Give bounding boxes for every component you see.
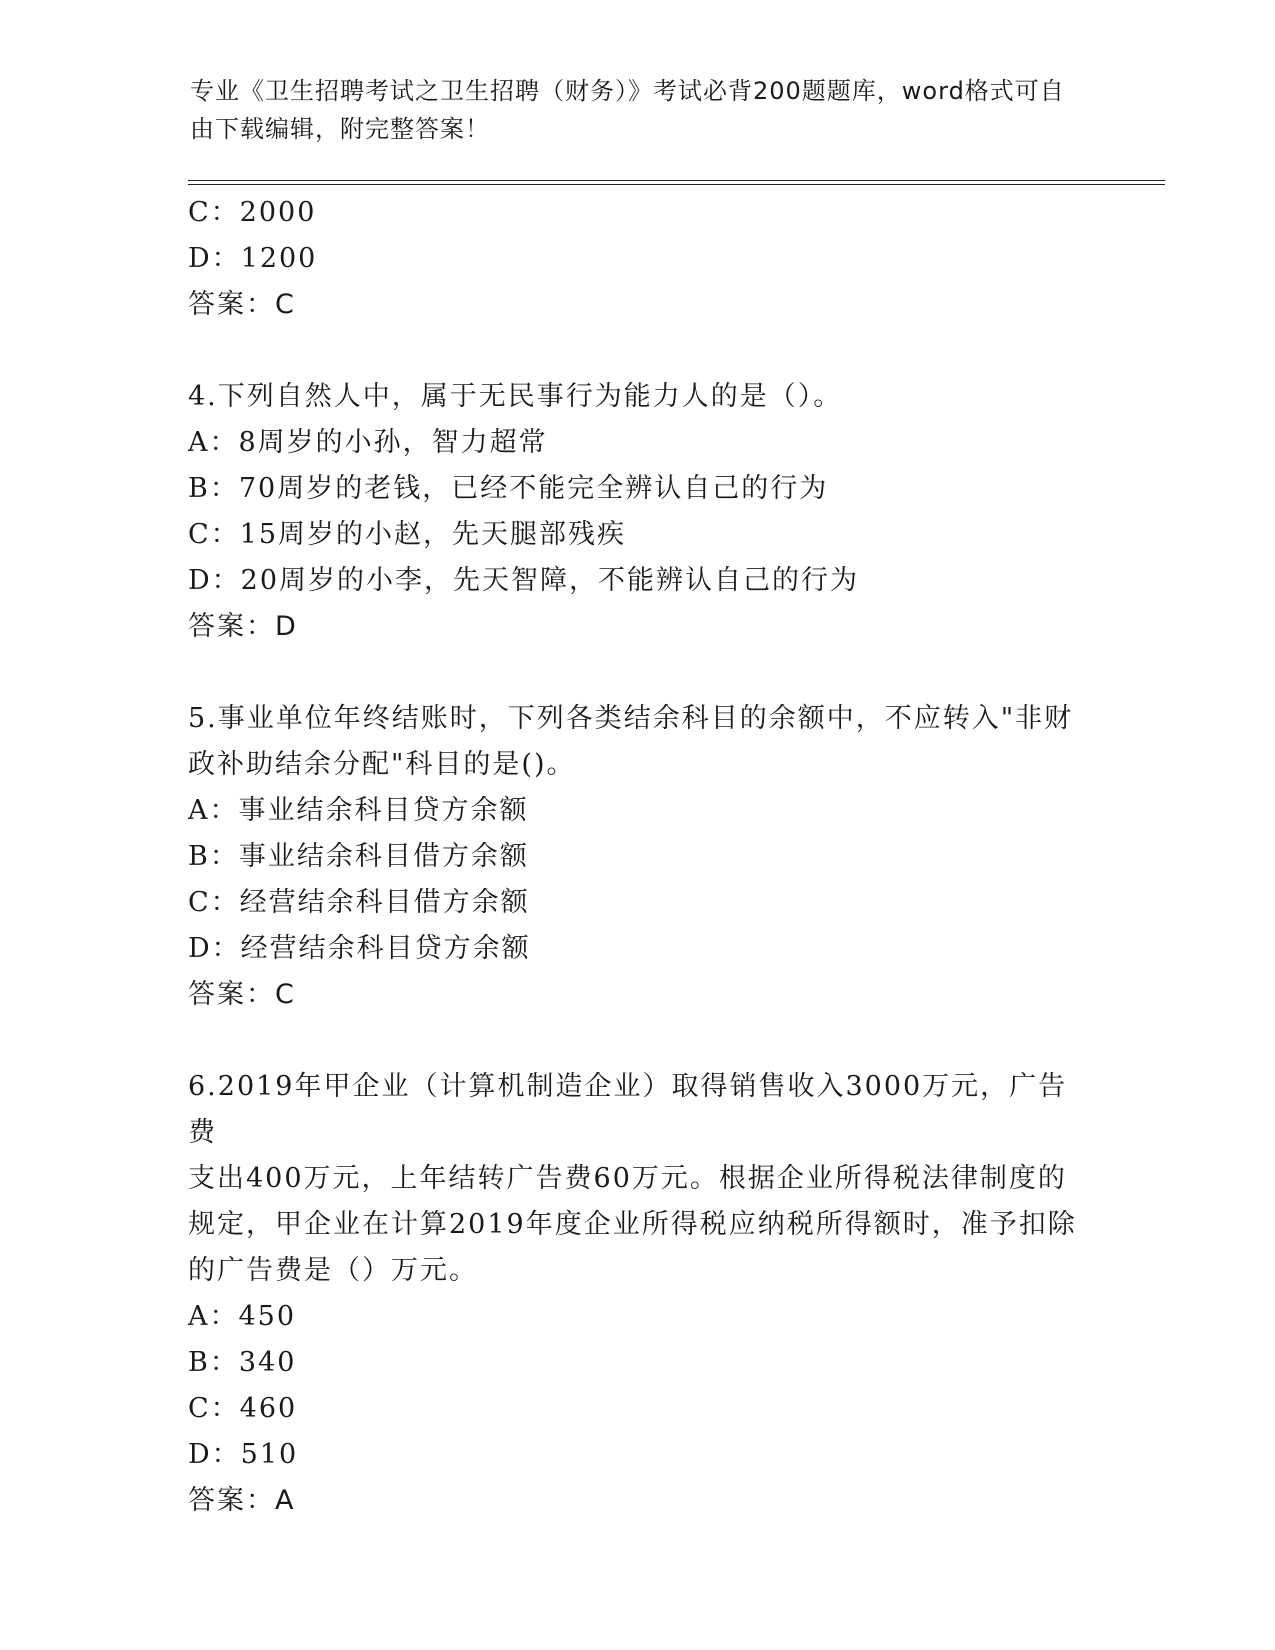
header-line-1: 专业《卫生招聘考试之卫生招聘（财务）》考试必背200题题库，word格式可自 <box>190 77 1065 105</box>
option-c: C：15周岁的小赵，先天腿部残疾 <box>188 519 627 550</box>
option-c: C：460 <box>188 1393 298 1424</box>
question-6 <box>188 1064 1088 1524</box>
option-b: B：340 <box>188 1347 297 1378</box>
spacer <box>188 650 1088 696</box>
question-stem-line-2: 政补助结余分配"科目的是()。 <box>188 749 576 780</box>
answer: 答案：C <box>188 979 296 1010</box>
option-b: B：70周岁的老钱，已经不能完全辨认自己的行为 <box>188 473 829 504</box>
option-d: D：20周岁的小李，先天智障，不能辨认自己的行为 <box>188 565 860 596</box>
question-3-tail <box>188 190 1088 328</box>
spacer <box>188 1018 1088 1064</box>
question-stem-line-1: 5.事业单位年终结账时，下列各类结余科目的余额中，不应转入"非财 <box>188 703 1074 734</box>
question-stem-line-1: 6.2019年甲企业（计算机制造企业）取得销售收入3000万元，广告费 <box>188 1071 1068 1148</box>
document-header <box>190 72 1080 148</box>
option-d: D：1200 <box>188 243 318 274</box>
question-4 <box>188 374 1088 650</box>
question-stem-line-4: 的广告费是（）万元。 <box>188 1255 478 1286</box>
question-5 <box>188 696 1088 1018</box>
option-d: D：经营结余科目贷方余额 <box>188 933 531 964</box>
header-divider-top <box>188 180 1165 181</box>
answer: 答案：A <box>188 1485 296 1516</box>
option-a: A：450 <box>188 1301 297 1332</box>
option-b: B：事业结余科目借方余额 <box>188 841 529 872</box>
spacer <box>188 328 1088 374</box>
answer: 答案：D <box>188 611 298 642</box>
question-stem-line-2: 支出400万元，上年结转广告费60万元。根据企业所得税法律制度的 <box>188 1163 1067 1194</box>
header-line-2: 由下载编辑，附完整答案！ <box>190 115 490 143</box>
question-stem: 4.下列自然人中，属于无民事行为能力人的是（）。 <box>188 381 843 412</box>
option-d: D：510 <box>188 1439 299 1470</box>
option-c: C：经营结余科目借方余额 <box>188 887 530 918</box>
option-a: A：8周岁的小孙，智力超常 <box>188 427 548 458</box>
answer: 答案：C <box>188 289 296 320</box>
header-divider-bottom <box>188 184 1165 185</box>
question-stem-line-3: 规定，甲企业在计算2019年度企业所得税应纳税所得额时，准予扣除 <box>188 1209 1077 1240</box>
option-c: C：2000 <box>188 197 317 228</box>
option-a: A：事业结余科目贷方余额 <box>188 795 529 826</box>
question-list <box>188 190 1088 1524</box>
